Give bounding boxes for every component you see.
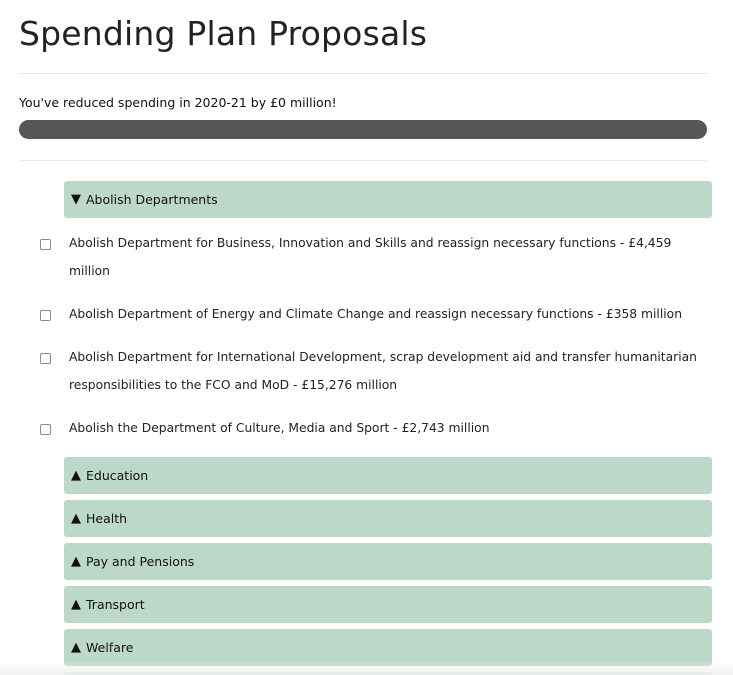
section-header-education[interactable]	[64, 457, 712, 494]
section-label: Welfare	[86, 640, 134, 655]
checkbox-abolish-decc[interactable]	[40, 310, 51, 321]
option-label: Abolish Department for International Development, scrap development aid and transfer humanitarian responsibilities to the FCO and MoD - £15,276 million	[69, 350, 697, 392]
collapsed-arrow-icon: ▲	[71, 554, 81, 569]
expanded-arrow-icon: ▼	[71, 192, 81, 207]
checkbox-abolish-bis[interactable]	[40, 239, 51, 250]
section-label: Health	[86, 511, 128, 526]
spending-summary: You've reduced spending in 2020-21 by £0 million!	[19, 95, 337, 110]
collapsed-arrow-icon: ▲	[71, 511, 81, 526]
section-label: Pay and Pensions	[86, 554, 195, 569]
option-label: Abolish Department of Energy and Climate Change and reassign necessary functions - £358 million	[69, 307, 682, 321]
section-header-health[interactable]	[64, 500, 712, 537]
section-label: Education	[86, 468, 149, 483]
page-title: Spending Plan Proposals	[19, 14, 428, 53]
collapsed-arrow-icon: ▲	[71, 468, 81, 483]
checkbox-abolish-dfid[interactable]	[40, 353, 51, 364]
section-label: Transport	[86, 597, 145, 612]
section-header-abolish-departments[interactable]	[64, 181, 712, 218]
savings-progress-bar	[19, 120, 707, 139]
option-label: Abolish Department for Business, Innovation and Skills and reassign necessary functions - £4,459 million	[69, 236, 672, 278]
section-header-transport[interactable]	[64, 586, 712, 623]
section-label: Abolish Departments	[86, 192, 218, 207]
collapsed-arrow-icon: ▲	[71, 640, 81, 655]
section-header-pay-and-pensions[interactable]	[64, 543, 712, 580]
checkbox-abolish-dcms[interactable]	[40, 424, 51, 435]
summary-divider	[19, 160, 707, 161]
collapsed-arrow-icon: ▲	[71, 597, 81, 612]
title-divider	[19, 73, 707, 74]
option-label: Abolish the Department of Culture, Media and Sport - £2,743 million	[69, 421, 490, 435]
scroll-fade	[0, 660, 733, 675]
